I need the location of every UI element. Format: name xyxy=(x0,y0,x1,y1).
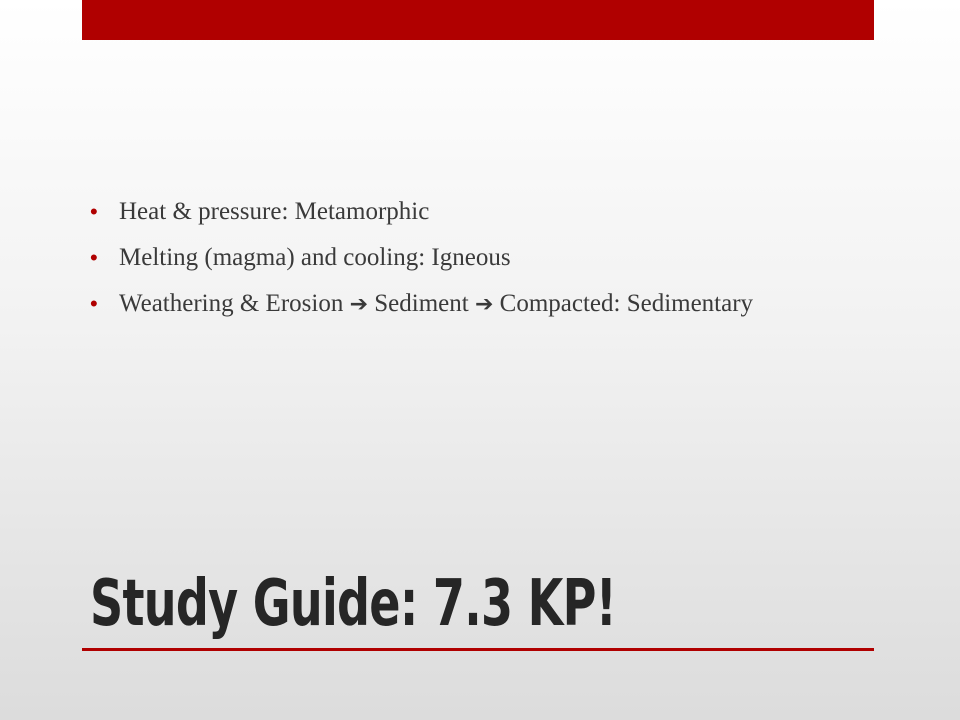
slide-title: Study Guide: 7.3 KP! xyxy=(90,567,616,641)
bullet-dot-icon: • xyxy=(90,291,98,316)
bullet-list xyxy=(90,196,810,335)
arrow-right-icon: ➔ xyxy=(474,292,494,317)
arrow-right-icon: ➔ xyxy=(349,292,369,317)
bullet-text: Melting (magma) and cooling: Igneous xyxy=(119,244,511,271)
bullet-item-1 xyxy=(90,196,810,227)
title-underline xyxy=(82,648,874,651)
bullet-text: Heat & pressure: Metamorphic xyxy=(119,198,430,225)
bullet-dot-icon: • xyxy=(90,245,98,270)
bullet-text-part: Weathering & Erosion xyxy=(119,290,350,317)
bullet-item-2 xyxy=(90,242,810,273)
top-accent-bar xyxy=(82,0,874,40)
bullet-text-part: Sediment xyxy=(368,290,475,317)
bullet-item-3 xyxy=(90,288,810,320)
bullet-text-part: Compacted: Sedimentary xyxy=(493,290,754,317)
bullet-dot-icon: • xyxy=(90,199,98,224)
